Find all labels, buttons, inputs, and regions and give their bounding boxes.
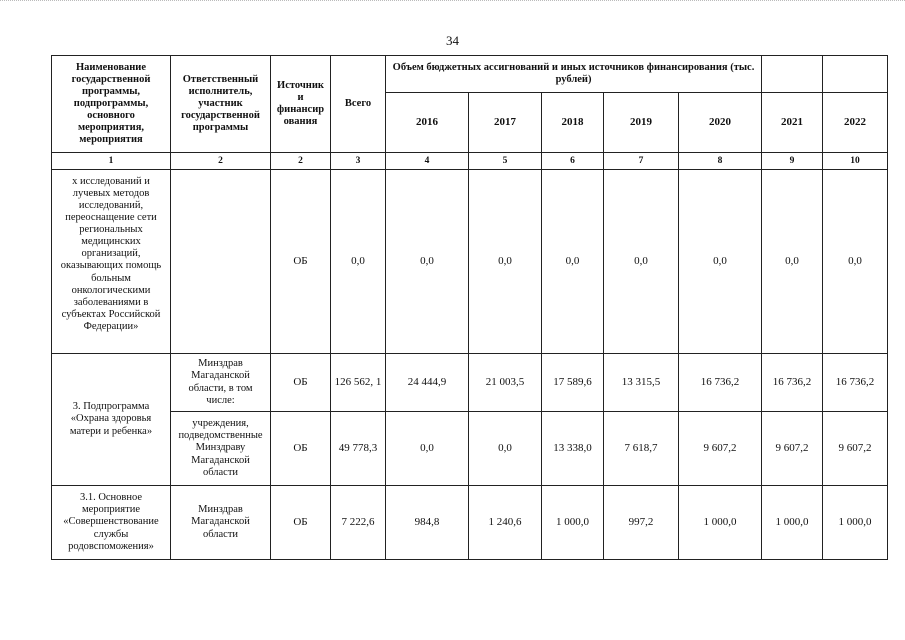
row-value-2017: 1 240,6 — [469, 486, 542, 560]
row-executor: Минздрав Магаданской области — [171, 486, 271, 560]
header-executor: Ответственный исполнитель, участник государственной программы — [171, 56, 271, 153]
column-number: 8 — [679, 153, 762, 170]
header-year: 2019 — [604, 93, 679, 153]
row-value-2016: 0,0 — [386, 412, 469, 486]
header-total: Всего — [331, 56, 386, 153]
row-name: 3. Подпрограмма «Охрана здоровья матери и ребенка» — [52, 354, 171, 486]
header-volume: Объем бюджетных ассигнований и иных источников финансирования (тыс. рублей) — [386, 56, 762, 93]
budget-table — [51, 55, 888, 560]
row-value-2019: 13 315,5 — [604, 354, 679, 412]
row-value-2018: 1 000,0 — [542, 486, 604, 560]
column-number: 10 — [823, 153, 888, 170]
column-number: 3 — [331, 153, 386, 170]
header-year: 2017 — [469, 93, 542, 153]
header-year: 2021 — [762, 93, 823, 153]
header-year: 2020 — [679, 93, 762, 153]
header-row-1 — [52, 56, 888, 93]
row-source: ОБ — [271, 412, 331, 486]
row-source: ОБ — [271, 170, 331, 354]
row-total: 7 222,6 — [331, 486, 386, 560]
column-number: 4 — [386, 153, 469, 170]
row-source: ОБ — [271, 486, 331, 560]
header-source: Источник и финансир ования — [271, 56, 331, 153]
row-value-2017: 21 003,5 — [469, 354, 542, 412]
page-top-edge — [0, 0, 905, 1]
row-total: 0,0 — [331, 170, 386, 354]
column-number: 2 — [171, 153, 271, 170]
row-value-2016: 24 444,9 — [386, 354, 469, 412]
row-value-2019: 0,0 — [604, 170, 679, 354]
row-value-2020: 0,0 — [679, 170, 762, 354]
row-executor — [171, 170, 271, 354]
header-name: Наименование государственной программы, подпрограммы, основного мероприятия, мероприятия — [52, 56, 171, 153]
row-value-2021: 16 736,2 — [762, 354, 823, 412]
row-name: 3.1. Основное мероприятие «Совершенствование службы родовспоможения» — [52, 486, 171, 560]
row-value-2021: 0,0 — [762, 170, 823, 354]
column-number: 7 — [604, 153, 679, 170]
row-value-2018: 13 338,0 — [542, 412, 604, 486]
header-year: 2022 — [823, 93, 888, 153]
row-value-2021: 9 607,2 — [762, 412, 823, 486]
column-number: 2 — [271, 153, 331, 170]
header-year: 2016 — [386, 93, 469, 153]
table-row — [52, 486, 888, 560]
row-executor: Минздрав Магаданской области, в том числе: — [171, 354, 271, 412]
row-value-2017: 0,0 — [469, 170, 542, 354]
row-value-2016: 984,8 — [386, 486, 469, 560]
row-value-2019: 997,2 — [604, 486, 679, 560]
row-source: ОБ — [271, 354, 331, 412]
row-total: 126 562, 1 — [331, 354, 386, 412]
row-value-2022: 0,0 — [823, 170, 888, 354]
row-value-2022: 1 000,0 — [823, 486, 888, 560]
header-year: 2018 — [542, 93, 604, 153]
row-total: 49 778,3 — [331, 412, 386, 486]
row-value-2019: 7 618,7 — [604, 412, 679, 486]
page-number: 34 — [446, 33, 459, 48]
column-number-row — [52, 153, 888, 170]
column-number: 5 — [469, 153, 542, 170]
column-number: 9 — [762, 153, 823, 170]
table-row — [52, 170, 888, 354]
row-value-2022: 9 607,2 — [823, 412, 888, 486]
row-value-2020: 9 607,2 — [679, 412, 762, 486]
row-value-2020: 1 000,0 — [679, 486, 762, 560]
row-value-2022: 16 736,2 — [823, 354, 888, 412]
row-value-2017: 0,0 — [469, 412, 542, 486]
row-value-2018: 17 589,6 — [542, 354, 604, 412]
column-number: 1 — [52, 153, 171, 170]
row-executor: учреждения, подведомственные Минздраву Магаданской области — [171, 412, 271, 486]
column-number: 6 — [542, 153, 604, 170]
row-value-2021: 1 000,0 — [762, 486, 823, 560]
row-name: х исследований и лучевых методов исследований, переоснащение сети региональных медицинских организаций, оказывающих помощь больным онкологическими заболеваниями в субъектах Российской Федерации» — [52, 170, 171, 354]
row-value-2020: 16 736,2 — [679, 354, 762, 412]
row-value-2016: 0,0 — [386, 170, 469, 354]
table-row — [52, 354, 888, 412]
row-value-2018: 0,0 — [542, 170, 604, 354]
header-blank-2022 — [823, 56, 888, 93]
header-blank-2021 — [762, 56, 823, 93]
table-row — [52, 412, 888, 486]
